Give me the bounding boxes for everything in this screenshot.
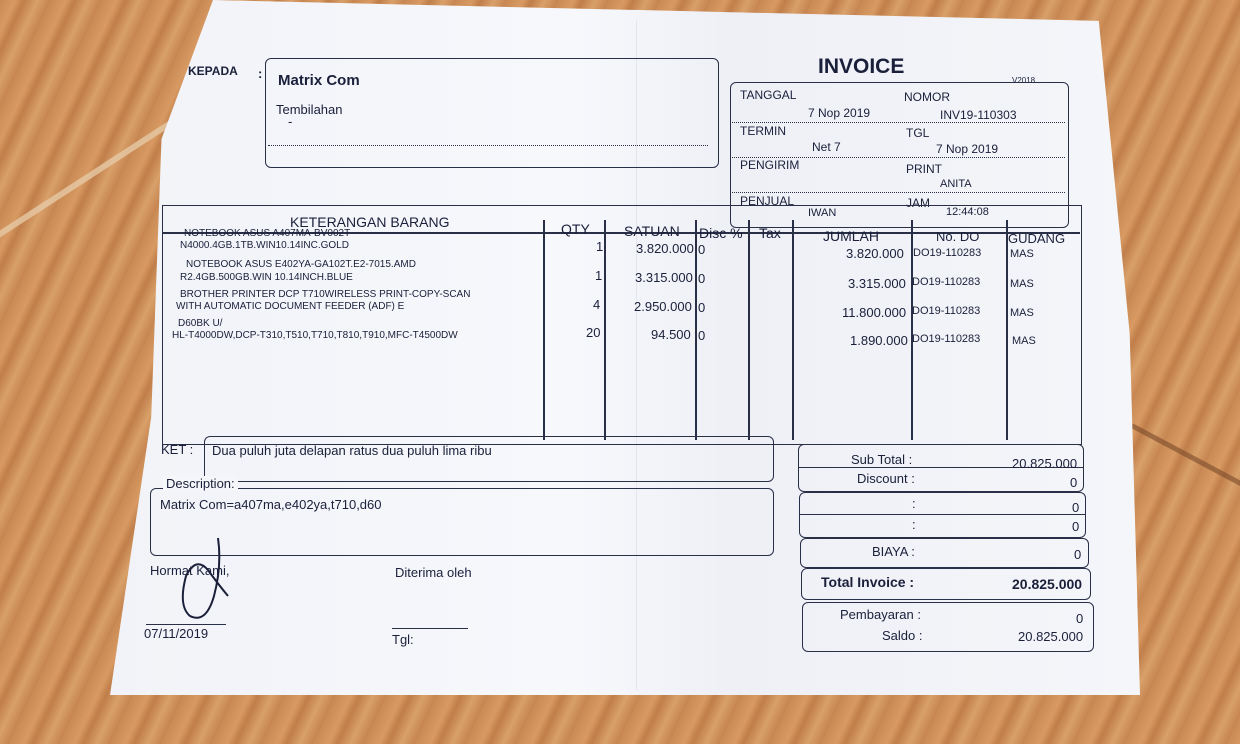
header-satuan: SATUAN [624,223,680,239]
row-disc: 0 [698,328,706,343]
tanggal-label: TANGGAL [740,88,797,102]
row-desc-line1: NOTEBOOK ASUS A407MA-BV002T [184,228,351,239]
header-gudang: GUDANG [1008,231,1066,246]
description-label: Description: [163,476,238,491]
row-no-do: DO19-110283 [912,276,981,288]
biaya-box [800,538,1089,568]
extra2-label: : [912,517,916,532]
receiver-line [392,628,468,629]
customer-city: Tembilahan [276,102,343,117]
row-desc-line2: WITH AUTOMATIC DOCUMENT FEEDER (ADF) E [176,301,405,312]
extra-divider [799,514,1085,515]
saldo-value: 20.825.000 [1018,629,1084,644]
extra2-value: 0 [1072,519,1080,534]
row-jumlah: 1.890.000 [850,333,908,348]
subtotal-label: Sub Total : [851,452,913,467]
print-label: PRINT [906,162,942,176]
ket-label: KET : [161,442,194,457]
row-gudang: MAS [1010,278,1034,290]
column-divider [748,220,750,440]
invoice-title: INVOICE [818,55,905,78]
signature-mark [178,536,238,626]
tgl-label: TGL [906,126,930,140]
tgl-value: 7 Nop 2019 [936,142,999,156]
row-satuan: 94.500 [651,327,691,342]
tanggal-value: 7 Nop 2019 [808,106,871,120]
total-invoice-value: 20.825.000 [1012,576,1083,592]
subtotal-value: 20.825.000 [1012,456,1078,471]
header-keterangan: KETERANGAN BARANG [290,214,450,230]
header-no-do: No. DO [936,229,980,244]
penjual-value: IWAN [808,207,837,219]
column-divider [1006,220,1008,440]
biaya-value: 0 [1074,547,1082,562]
column-divider [543,220,545,440]
pengirim-label: PENGIRIM [740,158,800,172]
pembayaran-label: Pembayaran : [840,607,921,622]
kepada-label: KEPADA [188,64,238,78]
sign-date: 07/11/2019 [144,626,209,641]
column-divider [695,220,697,440]
row-jumlah: 11.800.000 [842,305,907,320]
row-jumlah: 3.820.000 [846,246,904,261]
row-qty: 20 [586,325,601,340]
signature-line [146,624,226,625]
row-disc: 0 [698,300,706,315]
header-disc: Disc % [699,225,743,241]
discount-value: 0 [1070,475,1078,490]
diterima-label: Diterima oleh [395,565,472,580]
version-label: V2018 [1012,76,1036,85]
pembayaran-value: 0 [1076,611,1084,626]
customer-line [268,145,708,146]
row-desc-line1: D60BK U/ [178,318,223,329]
extra1-value: 0 [1072,500,1080,515]
row-gudang: MAS [1010,307,1034,319]
row-satuan: 3.315.000 [635,270,693,285]
header-jumlah: JUMLAH [823,228,880,244]
column-divider [792,220,794,440]
total-invoice-label: Total Invoice : [821,574,915,590]
nomor-label: NOMOR [904,90,950,104]
row-qty: 4 [593,297,601,312]
customer-extra: - [288,114,293,129]
row-no-do: DO19-110283 [912,305,981,317]
row-jumlah: 3.315.000 [848,276,906,291]
row-desc-line2: R2.4GB.500GB.WIN 10.14INCH.BLUE [180,272,353,283]
row-disc: 0 [698,271,706,286]
termin-value: Net 7 [812,140,841,154]
column-divider [604,220,606,440]
kepada-colon: : [258,66,263,81]
info-divider [732,192,1065,193]
row-no-do: DO19-110283 [912,333,981,345]
row-disc: 0 [698,242,706,257]
row-gudang: MAS [1012,335,1036,347]
ket-value: Dua puluh juta delapan ratus dua puluh lima ribu [212,443,492,458]
print-value: ANITA [940,178,972,190]
jam-value: 12:44:08 [946,206,989,218]
discount-label: Discount : [857,471,915,486]
row-desc-line1: BROTHER PRINTER DCP T710WIRELESS PRINT-COPY-SCAN [180,289,471,300]
hormat-label: Hormat Kami, [150,563,230,578]
extra1-label: : [912,496,916,511]
row-satuan: 2.950.000 [634,299,692,314]
header-qty: QTY [561,221,590,237]
saldo-label: Saldo : [882,628,923,643]
row-satuan: 3.820.000 [636,241,694,256]
description-value: Matrix Com=a407ma,e402ya,t710,d60 [160,497,382,512]
biaya-label: BIAYA : [872,544,915,559]
table-surface-seam [1131,423,1240,521]
penjual-label: PENJUAL [740,194,795,208]
row-desc-line1: NOTEBOOK ASUS E402YA-GA102T.E2-7015.AMD [186,259,416,270]
row-desc-line2: N4000.4GB.1TB.WIN10.14INC.GOLD [180,240,349,251]
customer-name: Matrix Com [278,72,360,89]
row-gudang: MAS [1010,248,1034,260]
receiver-tgl-label: Tgl: [392,632,414,647]
jam-label: JAM [906,196,930,210]
row-desc-line2: HL-T4000DW,DCP-T310,T510,T710,T810,T910,MFC-T4500DW [172,330,458,341]
nomor-value: INV19-110303 [940,108,1017,122]
row-no-do: DO19-110283 [913,247,982,259]
header-tax: Tax [759,225,781,241]
termin-label: TERMIN [740,124,786,138]
row-qty: 1 [596,239,604,254]
row-qty: 1 [595,268,603,283]
info-divider [732,122,1065,123]
